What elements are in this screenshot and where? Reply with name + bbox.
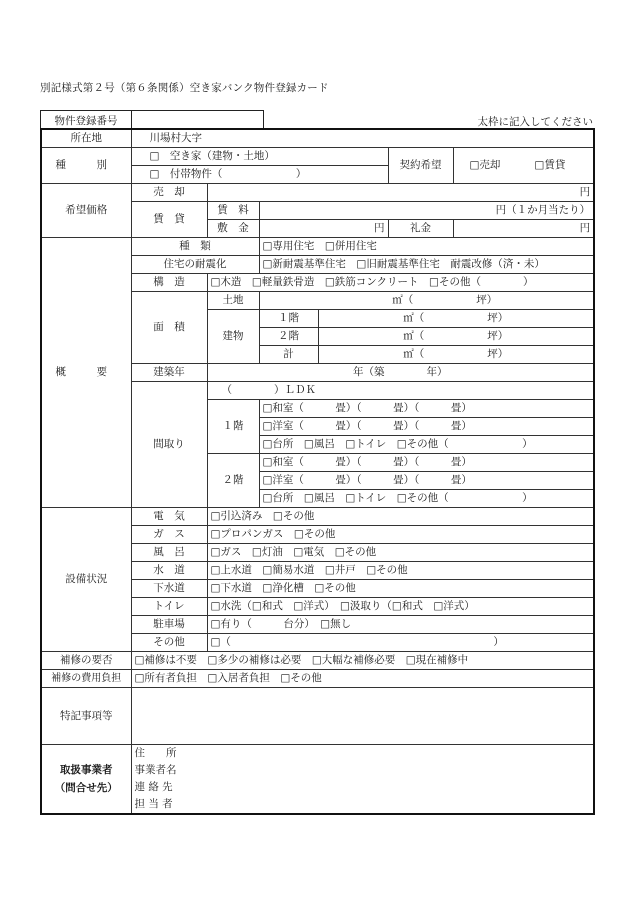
floor1-area-field[interactable]: ㎡（ 坪） xyxy=(318,310,594,328)
rent-label: 賃 貸 xyxy=(131,202,207,238)
equipment-row-options[interactable]: □有り（ 台分） □無し xyxy=(207,616,594,634)
agent-person-label: 担 当 者 xyxy=(134,798,173,810)
contract-rent-checkbox[interactable]: □賃貸 xyxy=(534,159,566,171)
equipment-row-options[interactable]: □上水道 □簡易水道 □井戸 □その他 xyxy=(207,562,594,580)
agent-company-row[interactable] xyxy=(131,762,594,779)
agent-company-label: 事業者名 xyxy=(134,764,177,776)
building-label: 建物 xyxy=(207,310,259,364)
special-notes-field[interactable] xyxy=(131,688,594,745)
registration-form xyxy=(40,128,595,815)
equipment-row-options[interactable]: □引込済み □その他 xyxy=(207,508,594,526)
floor-plan-label: 間取り xyxy=(131,382,207,508)
equipment-row-label: その他 xyxy=(131,634,207,652)
repair-cost-options[interactable]: □所有者負担 □入居者負担 □その他 xyxy=(131,670,594,688)
deposit-label: 敷 金 xyxy=(207,220,259,238)
equipment-row-options[interactable]: □（ ） xyxy=(207,634,594,652)
quake-resistance-label: 住宅の耐震化 xyxy=(131,256,259,274)
repair-need-label: 補修の要否 xyxy=(41,652,131,670)
kind-label: 種 別 xyxy=(41,148,131,184)
floor1-other-rooms[interactable]: □台所 □風呂 □トイレ □その他（ ） xyxy=(259,436,594,454)
key-money-field[interactable]: 円 xyxy=(453,220,594,238)
house-type-label: 種 類 xyxy=(131,238,259,256)
house-type-options[interactable]: □専用住宅 □併用住宅 xyxy=(259,238,594,256)
price-label: 希望価格 xyxy=(41,184,131,238)
equipment-row-options[interactable]: □プロパンガス □その他 xyxy=(207,526,594,544)
equipment-row-label: ガ ス xyxy=(131,526,207,544)
agent-address-label: 住 所 xyxy=(134,747,177,759)
agent-label-line2: （問合せ先） xyxy=(54,782,118,794)
agent-person-row[interactable] xyxy=(131,796,594,814)
floor2-japanese-rooms[interactable]: □和室（ 畳）（ 畳）（ 畳） xyxy=(259,454,594,472)
plan-floor2-label: ２階 xyxy=(207,454,259,508)
floor2-other-rooms[interactable]: □台所 □風呂 □トイレ □その他（ ） xyxy=(259,490,594,508)
contract-options[interactable] xyxy=(453,148,594,184)
equipment-row-label: 水 道 xyxy=(131,562,207,580)
equipment-row-options[interactable]: □下水道 □浄化槽 □その他 xyxy=(207,580,594,598)
ldk-field[interactable]: （ ）ＬＤＫ xyxy=(207,382,594,400)
rent-fee-field[interactable]: 円（１か月当たり） xyxy=(259,202,594,220)
total-area-field[interactable]: ㎡（ 坪） xyxy=(318,346,594,364)
key-money-label: 礼金 xyxy=(388,220,453,238)
agent-contact-row[interactable] xyxy=(131,779,594,796)
plan-floor1-label: １階 xyxy=(207,400,259,454)
total-area-label: 計 xyxy=(259,346,318,364)
form-title: 別記様式第２号（第６条関係）空き家バンク物件登録カード xyxy=(40,82,329,94)
agent-label-line1: 取扱事業者 xyxy=(60,764,113,776)
deposit-field[interactable]: 円 xyxy=(259,220,388,238)
rent-fee-label: 賃 料 xyxy=(207,202,259,220)
floor1-area-label: １階 xyxy=(259,310,318,328)
built-year-field[interactable]: 年（築 年） xyxy=(207,364,594,382)
repair-cost-label: 補修の費用負担 xyxy=(41,670,131,688)
equipment-row-label: 風 呂 xyxy=(131,544,207,562)
floor1-western-rooms[interactable]: □洋室（ 畳）（ 畳）（ 畳） xyxy=(259,418,594,436)
land-label: 土地 xyxy=(207,292,259,310)
equipment-row-options[interactable]: □ガス □灯油 □電気 □その他 xyxy=(207,544,594,562)
floor2-western-rooms[interactable]: □洋室（ 畳）（ 畳）（ 畳） xyxy=(259,472,594,490)
registration-number-box xyxy=(40,110,264,129)
floor2-area-label: ２階 xyxy=(259,328,318,346)
sale-price-field[interactable]: 円 xyxy=(207,184,594,202)
contract-label: 契約希望 xyxy=(388,148,453,184)
land-area-field[interactable]: ㎡（ 坪） xyxy=(259,292,594,310)
location-label: 所在地 xyxy=(41,129,131,148)
structure-label: 構 造 xyxy=(131,274,207,292)
registration-number-field[interactable] xyxy=(132,111,263,129)
thick-frame-note: 太枠に記入してください xyxy=(477,116,593,128)
agent-label xyxy=(41,745,131,815)
equipment-label: 設備状況 xyxy=(41,508,131,652)
agent-contact-label: 連 絡 先 xyxy=(134,781,173,793)
quake-resistance-options[interactable]: □新耐震基準住宅 □旧耐震基準住宅 耐震改修（済・未） xyxy=(259,256,594,274)
special-notes-label: 特記事項等 xyxy=(41,688,131,745)
location-field[interactable]: 川場村大字 xyxy=(131,129,594,148)
sale-price-label: 売 却 xyxy=(131,184,207,202)
equipment-row-label: 電 気 xyxy=(131,508,207,526)
equipment-row-label: 下水道 xyxy=(131,580,207,598)
agent-address-row[interactable] xyxy=(131,745,594,763)
structure-options[interactable]: □木造 □軽量鉄骨造 □鉄筋コンクリート □その他（ ） xyxy=(207,274,594,292)
overview-label: 概 要 xyxy=(41,238,131,508)
repair-need-options[interactable]: □補修は不要 □多少の補修は必要 □大幅な補修必要 □現在補修中 xyxy=(131,652,594,670)
kind-option-vacant[interactable]: □ 空き家（建物・土地） xyxy=(131,148,388,166)
equipment-row-label: トイレ xyxy=(131,598,207,616)
kind-option-attached[interactable]: □ 付帯物件（ ） xyxy=(131,166,388,184)
built-year-label: 建築年 xyxy=(131,364,207,382)
area-label: 面 積 xyxy=(131,292,207,364)
equipment-row-label: 駐車場 xyxy=(131,616,207,634)
floor2-area-field[interactable]: ㎡（ 坪） xyxy=(318,328,594,346)
floor1-japanese-rooms[interactable]: □和室（ 畳）（ 畳）（ 畳） xyxy=(259,400,594,418)
contract-sale-checkbox[interactable]: □売却 xyxy=(469,159,501,171)
equipment-row-options[interactable]: □水洗（□和式 □洋式） □汲取り（□和式 □洋式） xyxy=(207,598,594,616)
registration-number-label: 物件登録番号 xyxy=(41,111,132,129)
